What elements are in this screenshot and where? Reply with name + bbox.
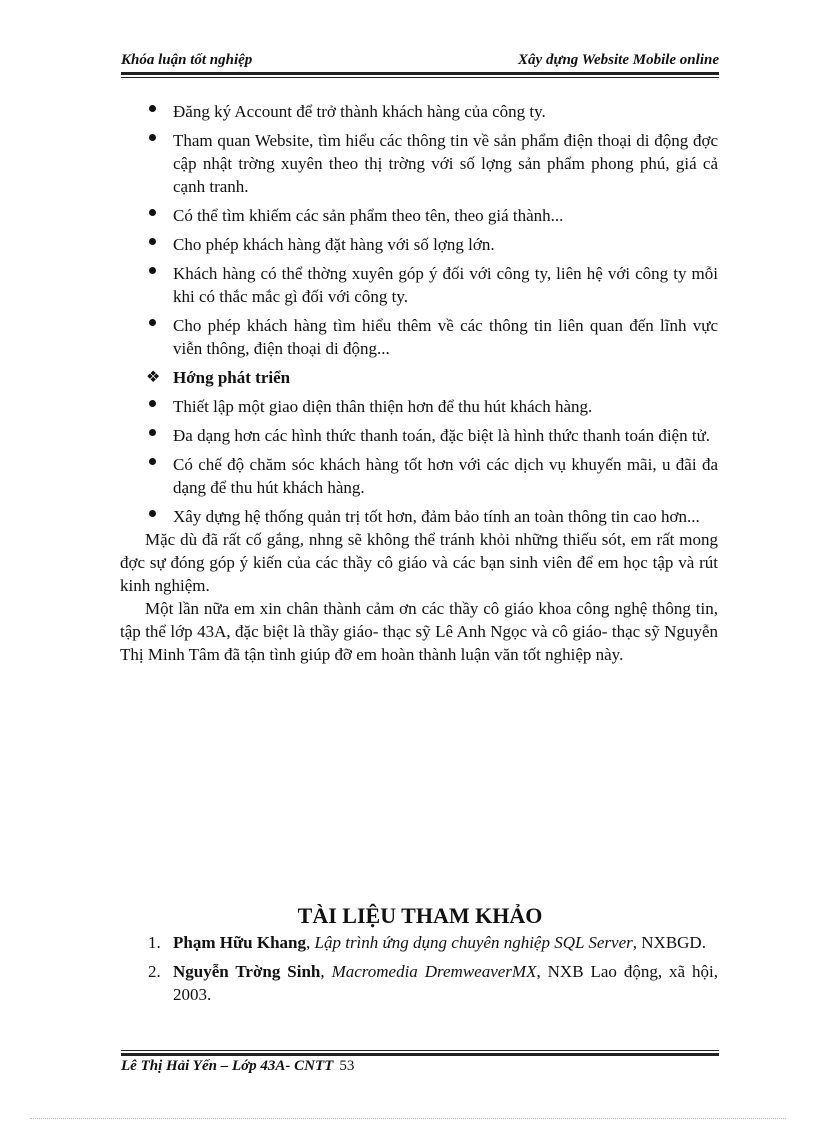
section-heading: ❖ Hớng phát triển xyxy=(146,368,291,387)
header-rule-thick xyxy=(121,72,719,75)
footer-rule-thin xyxy=(121,1050,719,1051)
list-item: Cho phép khách hàng đặt hàng với số lợng lớn. xyxy=(148,233,718,256)
paragraph: Một lần nữa em xin chân thành cảm ơn các thầy cô giáo khoa công nghệ thông tin, tập thể lớp 43A, đặc biệt là thầy giáo- thạc sỹ Lê Anh Ngọc và cô giáo- thạc sỹ Nguyễn Thị Minh Tâm đã tận tình giúp đỡ em hoàn thành luận văn tốt nghiệp này. xyxy=(120,599,718,664)
main-content xyxy=(120,100,718,666)
list-item: Đa dạng hơn các hình thức thanh toán, đặc biệt là hình thức thanh toán điện tử. xyxy=(148,424,718,447)
page-footer xyxy=(121,1056,719,1076)
bullet-icon xyxy=(149,429,156,436)
list-item: Có chế độ chăm sóc khách hàng tốt hơn với các dịch vụ khuyến mãi, u đãi đa dạng để thu hút khách hàng. xyxy=(148,453,718,499)
list-item: Đăng ký Account để trở thành khách hàng của công ty. xyxy=(148,100,718,123)
header-right-title: Xây dựng Website Mobile online xyxy=(518,52,719,68)
list-item: Thiết lập một giao diện thân thiện hơn để thu hút khách hàng. xyxy=(148,395,718,418)
page-number: 53 xyxy=(339,1058,355,1074)
list-item: Có thể tìm khiếm các sản phẩm theo tên, theo giá thành... xyxy=(148,204,718,227)
header-left-title: Khóa luận tốt nghiệp xyxy=(121,52,253,68)
bullet-icon xyxy=(149,458,156,465)
reference-item: 1. Phạm Hữu Khang, Lập trình ứng dụng chuyên nghiệp SQL Server, NXBGD. xyxy=(148,933,706,952)
header-rule-thin xyxy=(121,77,719,78)
list-item: Cho phép khách hàng tìm hiểu thêm về các thông tin liên quan đến lĩnh vực viễn thông, điện thoại di động... xyxy=(148,314,718,360)
feature-list xyxy=(148,100,718,360)
paragraph: Mặc dù đã rất cố gắng, nhng sẽ không thể tránh khỏi những thiếu sót, em rất mong đợc sự đóng góp ý kiến của các thầy cô giáo và các bạn sinh viên để em học tập và rút kinh nghiệm. xyxy=(120,530,718,595)
bullet-icon xyxy=(149,238,156,245)
list-item: Khách hàng có thể thờng xuyên góp ý đối với công ty, liên hệ với công ty mỗi khi có thắc mắc gì đối với công ty. xyxy=(148,262,718,308)
references-title: TÀI LIỆU THAM KHẢO xyxy=(297,903,543,928)
bullet-icon xyxy=(149,319,156,326)
page-header xyxy=(121,50,719,70)
references-list xyxy=(148,931,718,1012)
diamond-bullet-icon: ❖ xyxy=(146,369,161,386)
bullet-icon xyxy=(149,134,156,141)
bullet-icon xyxy=(149,400,156,407)
closing-paragraphs xyxy=(120,528,718,666)
reference-item: 2. Nguyễn Trờng Sinh, Macromedia DremweaverMX, NXB Lao động, xã hội, 2003. xyxy=(148,962,718,1004)
list-item: Xây dựng hệ thống quản trị tốt hơn, đảm bảo tính an toàn thông tin cao hơn... xyxy=(148,505,718,528)
bullet-icon xyxy=(149,105,156,112)
list-item: Tham quan Website, tìm hiểu các thông tin về sản phẩm điện thoại di động đợc cập nhật trờng xuyên theo thị trờng với số lợng sản phẩm phong phú, giá cả cạnh tranh. xyxy=(148,129,718,198)
bullet-icon xyxy=(149,267,156,274)
development-list xyxy=(148,395,718,528)
bullet-icon xyxy=(149,510,156,517)
bottom-dotted-divider xyxy=(30,1118,786,1119)
bullet-icon xyxy=(149,209,156,216)
footer-author: Lê Thị Hải Yến – Lớp 43A- CNTT xyxy=(121,1058,334,1074)
